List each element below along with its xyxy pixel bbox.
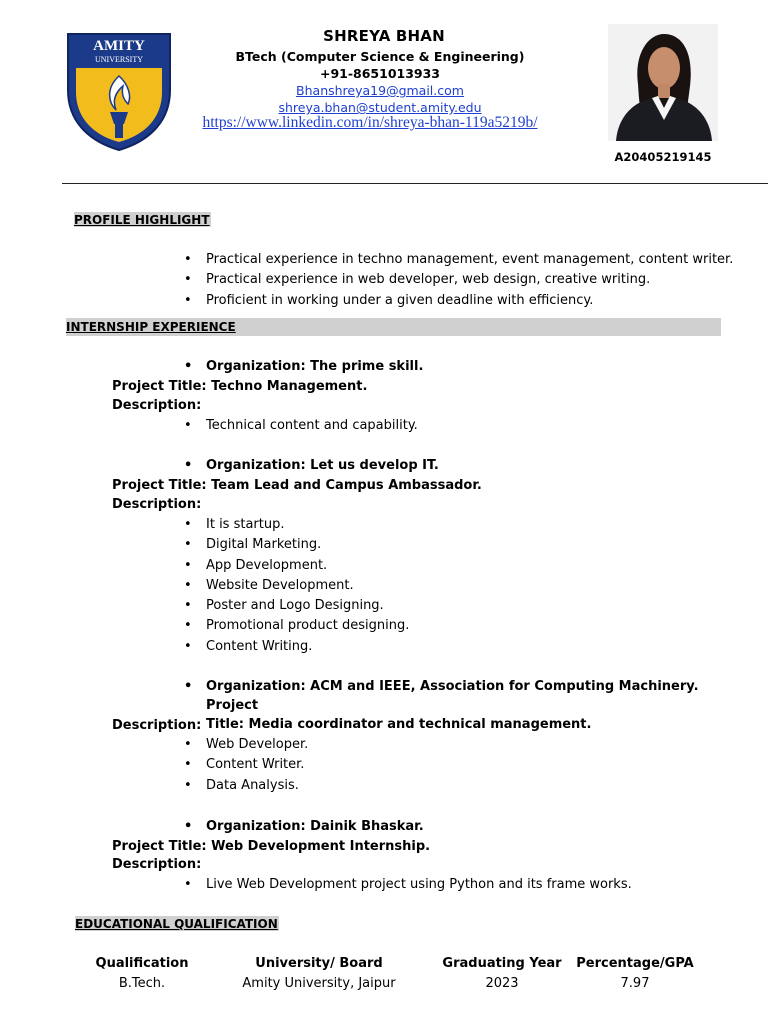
profile-photo — [608, 24, 718, 141]
organization-line: • Organization: The prime skill. — [184, 357, 724, 377]
list-item: • Website Development. — [184, 576, 724, 596]
table-header-gpa: Percentage/GPA — [576, 956, 694, 971]
table-cell-university: Amity University, Jaipur — [242, 976, 396, 991]
project-title-label: Project Title: — [112, 839, 207, 854]
education-title: EDUCATIONAL QUALIFICATION — [75, 917, 278, 931]
description-label: Description: — [112, 398, 202, 413]
table-cell-year: 2023 — [485, 976, 519, 991]
internship-entry-3-description — [184, 735, 724, 796]
list-item: • Proficient in working under a given deadline with efficiency. — [184, 291, 744, 311]
internship-title: INTERNSHIP EXPERIENCE — [66, 320, 236, 334]
logo-text-university: UNIVERSITY — [95, 55, 143, 64]
project-title-label: Project Title: — [112, 478, 207, 493]
list-item: • Technical content and capability. — [184, 416, 724, 436]
list-item: • Promotional product designing. — [184, 616, 724, 636]
table-header-qualification: Qualification — [95, 956, 189, 971]
list-item: • Live Web Development project using Python and its frame works. — [184, 875, 744, 895]
project-title-line — [112, 837, 430, 856]
list-item: • Poster and Logo Designing. — [184, 596, 724, 616]
list-item: • Practical experience in techno management, event management, content writer. — [184, 250, 744, 270]
project-title-value: Team Lead and Campus Ambassador. — [211, 478, 482, 493]
organization-line-2: Title: Media coordinator and technical management. — [206, 717, 592, 732]
description-label: Description: — [112, 857, 202, 872]
internship-entry-1-org — [184, 357, 724, 377]
internship-entry-4-description — [184, 875, 744, 895]
project-title-value: Web Development Internship. — [211, 839, 431, 854]
student-email-link[interactable]: shreya.bhan@student.amity.edu — [278, 100, 482, 115]
internship-entry-4-org — [184, 817, 724, 837]
table-cell-qualification: B.Tech. — [118, 976, 166, 991]
profile-highlight-list — [184, 250, 744, 311]
list-item: • App Development. — [184, 556, 724, 576]
internship-entry-1-description — [184, 416, 724, 436]
personal-email-link[interactable]: Bhanshreya19@gmail.com — [296, 83, 464, 98]
list-item: • Content Writing. — [184, 637, 724, 657]
internship-entry-2-description — [184, 515, 724, 657]
internship-entry-3-org — [184, 677, 704, 734]
phone-number: +91-8651013933 — [319, 66, 441, 81]
organization-line — [184, 677, 704, 734]
internship-entry-2-org — [184, 456, 724, 476]
list-item: • Practical experience in web developer, web design, creative writing. — [184, 270, 744, 290]
list-item: • Data Analysis. — [184, 776, 724, 796]
list-item: • Web Developer. — [184, 735, 724, 755]
organization-line: • Organization: Let us develop IT. — [184, 456, 724, 476]
profile-highlight-title: PROFILE HIGHLIGHT — [74, 213, 210, 227]
candidate-name: SHREYA BHAN — [323, 27, 445, 45]
organization-line: • Organization: Dainik Bhaskar. — [184, 817, 724, 837]
header-divider — [62, 183, 768, 184]
description-label: Description: — [112, 718, 202, 733]
table-cell-gpa: 7.97 — [620, 976, 650, 991]
description-label: Description: — [112, 497, 202, 512]
internship-title-bar — [66, 318, 721, 336]
linkedin-link[interactable]: https://www.linkedin.com/in/shreya-bhan-119a5219b/ — [202, 114, 538, 131]
table-header-year: Graduating Year — [442, 956, 562, 971]
list-item: • Content Writer. — [184, 755, 724, 775]
list-item: • Digital Marketing. — [184, 535, 724, 555]
organization-line-1: Organization: ACM and IEEE, Association for Computing Machinery. Project — [206, 679, 699, 713]
project-title-line — [112, 476, 482, 495]
table-header-university: University/ Board — [255, 956, 383, 971]
degree-line: BTech (Computer Science & Engineering) — [235, 49, 525, 64]
project-title-value: Techno Management. — [211, 379, 368, 394]
project-title-label: Project Title: — [112, 379, 207, 394]
project-title-line — [112, 377, 367, 396]
list-item: • It is startup. — [184, 515, 724, 535]
logo-text-amity: AMITY — [93, 38, 145, 54]
enrollment-number: A20405219145 — [614, 150, 712, 164]
